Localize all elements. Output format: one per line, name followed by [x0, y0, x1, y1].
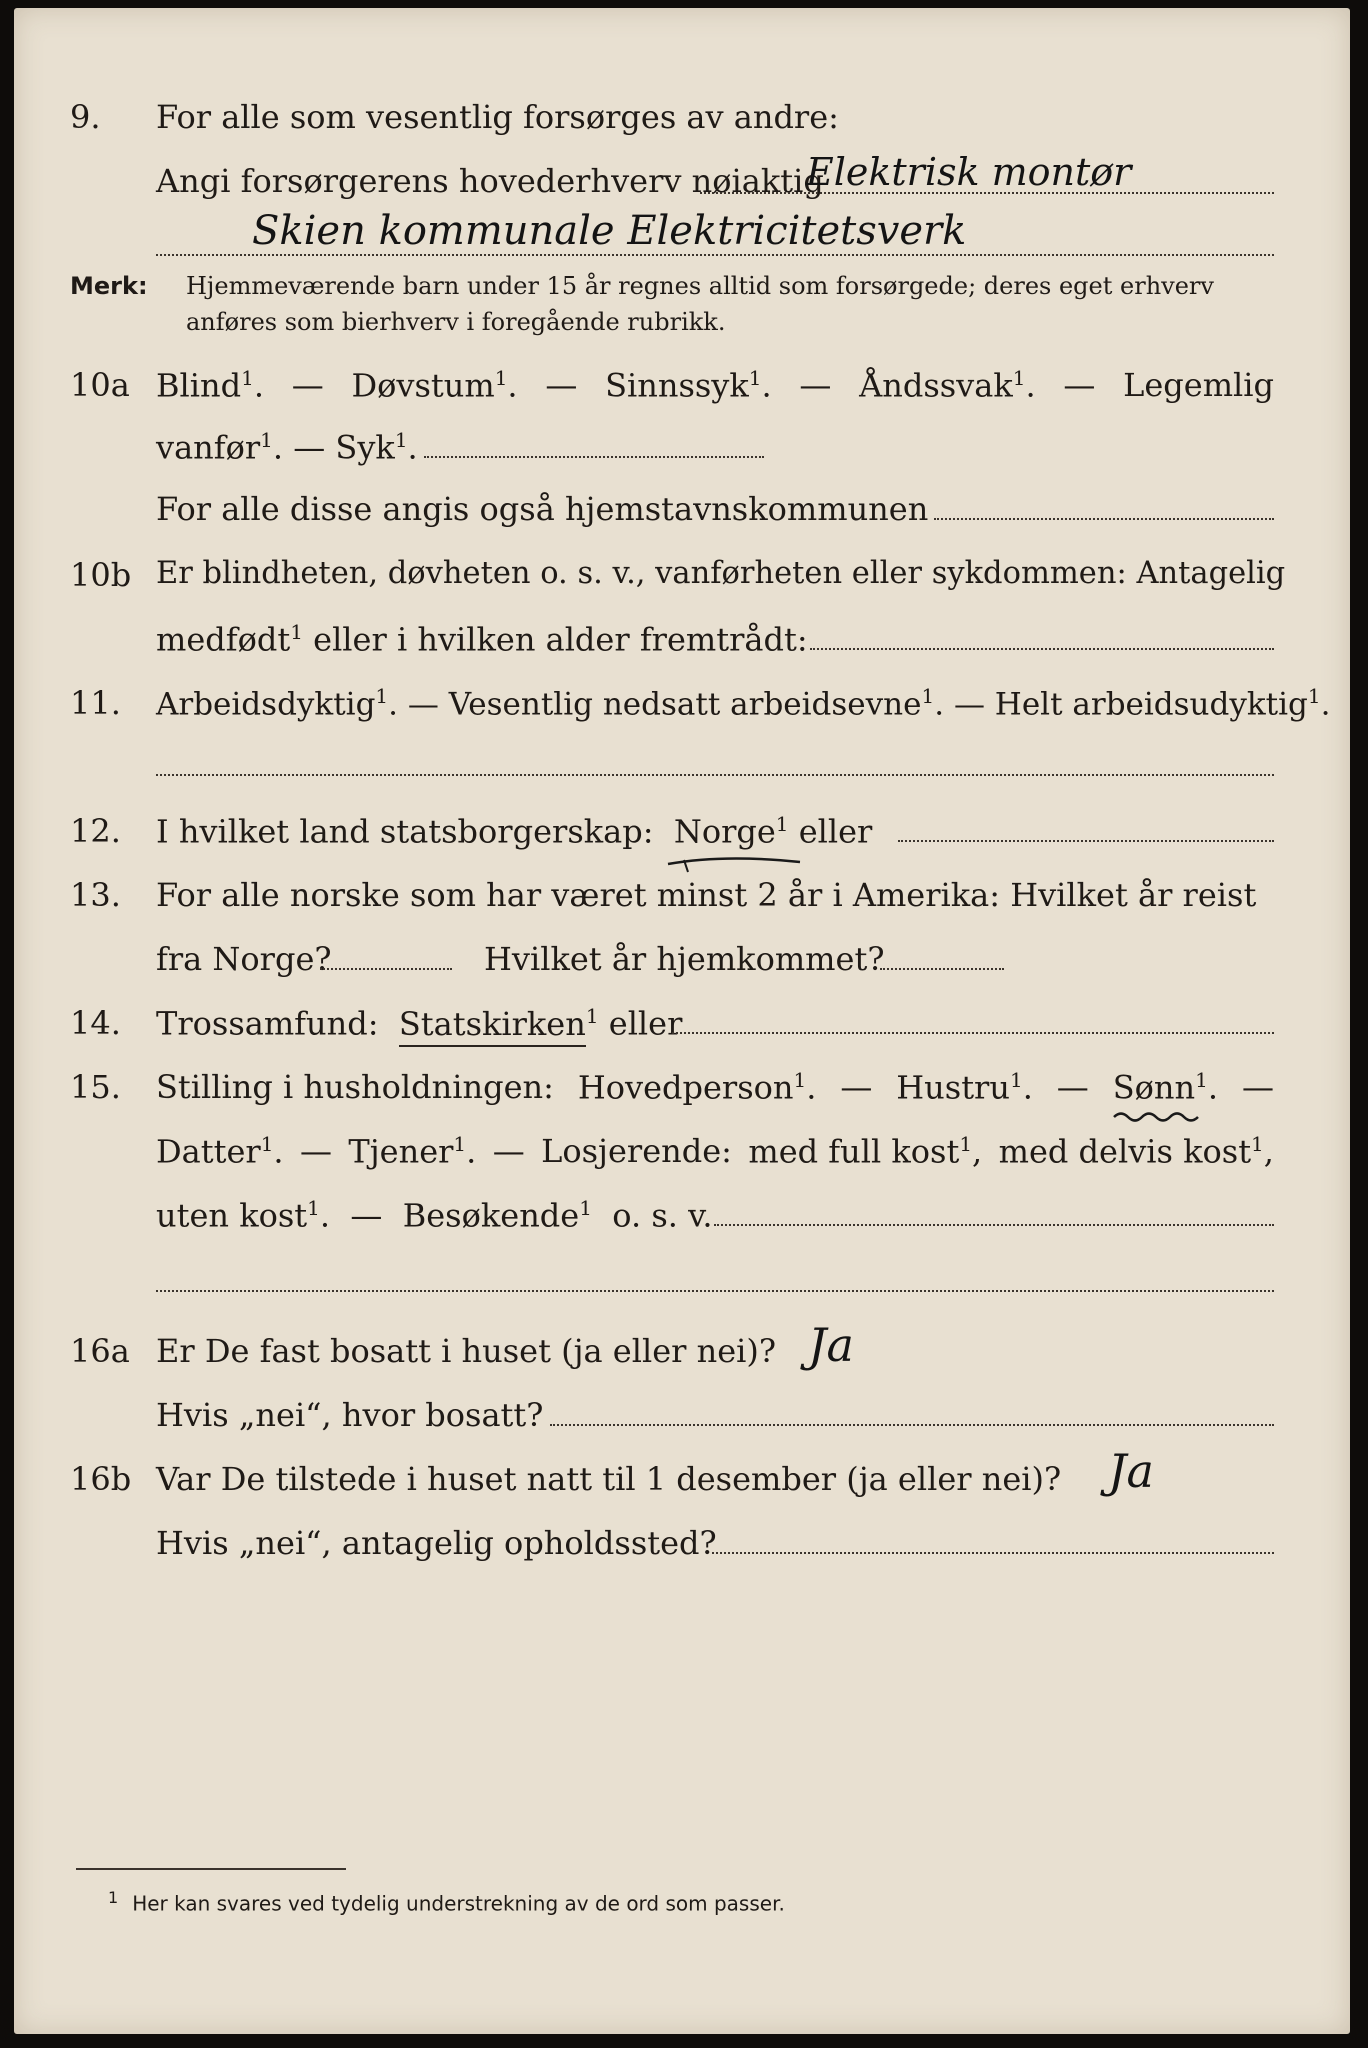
q10a-number: 10a — [70, 366, 130, 404]
q12-fill-line — [898, 840, 1274, 842]
q16a-handwritten-answer: Ja — [808, 1318, 854, 1372]
q10a-hjemstavn-fill-line — [934, 518, 1274, 520]
q11-options: Arbeidsdyktig$^1$. — Vesentlig nedsatt arbeidsevne$^1$. — Helt arbeidsudyktig$^1$. — [156, 684, 1331, 723]
q16b-handwritten-answer: Ja — [1108, 1444, 1154, 1498]
q9-text-1: For alle som vesentlig forsørges av andre: — [156, 98, 839, 136]
q14-number: 14. — [70, 1004, 121, 1042]
footnote-rule — [76, 1868, 346, 1870]
q10b-number: 10b — [70, 556, 132, 594]
q9-handwritten-answer-2: Skien kommunale Elektricitetsverk — [252, 208, 967, 254]
q15-fill-line-1 — [714, 1224, 1274, 1226]
q15-fill-line-2 — [156, 1290, 1274, 1292]
q11-fill-line — [156, 774, 1274, 776]
q10a-dash: — — [1063, 366, 1096, 404]
merk-label: Merk: — [70, 272, 148, 300]
q11-number: 11. — [70, 684, 121, 722]
q13-reist-fill-line — [320, 968, 452, 970]
q16a-number: 16a — [70, 1332, 130, 1370]
q10b-text-1: Er blindheten, døvheten o. s. v., vanførheten eller sykdommen: Antagelig — [156, 556, 1286, 591]
q16a-fill-line — [550, 1424, 1274, 1426]
q16b-text-2: Hvis „nei“, antagelig opholdssted? — [156, 1524, 717, 1562]
q14-option-statskirken: Statskirken — [399, 1005, 586, 1047]
q9-text-2: Angi forsørgerens hovederhverv nøiaktig — [156, 162, 824, 200]
q15-number: 15. — [70, 1068, 121, 1106]
footnote-text: Her kan svares ved tydelig understrekning av de ord som passer. — [132, 1891, 785, 1916]
q12-text: I hvilket land statsborgerskap: Norge$^1$ eller — [156, 812, 873, 851]
q10b-fill-line — [810, 648, 1274, 650]
q12-handwritten-underline — [664, 852, 804, 876]
q14-text: Trossamfund: Statskirken$^1$ eller — [156, 1004, 682, 1043]
q10a-dash: — — [545, 366, 578, 404]
q15-options-1: Stilling i husholdningen: Hovedperson$^1$. — Hustru$^1$. — Sønn$^1$. — — [156, 1068, 1274, 1107]
q10a-dash: — — [291, 366, 324, 404]
q16a-text-2: Hvis „nei“, hvor bosatt? — [156, 1396, 544, 1434]
q15-options-2: Datter$^1$. — Tjener$^1$. — Losjerende: med full kost$^1$, med delvis kost$^1$, — [156, 1132, 1274, 1171]
footnote — [108, 1888, 785, 1916]
q10a-option-andssvak: Åndssvak$^1$. — [859, 366, 1036, 405]
q9-fill-line-2 — [156, 254, 1274, 256]
q10a-option-legemlig: Legemlig — [1123, 366, 1274, 404]
q10b-text-2: medfødt$^1$ eller i hvilken alder fremtrådt: — [156, 620, 808, 659]
q13-number: 13. — [70, 876, 121, 914]
q16a-text-1: Er De fast bosatt i huset (ja eller nei)? — [156, 1332, 777, 1370]
q9-handwritten-answer-1: Elektrisk montør — [806, 150, 1132, 194]
merk-text-2: anføres som bierhverv i foregående rubrikk. — [186, 308, 726, 336]
q15-options-3: uten kost$^1$. — Besøkende$^1$ o. s. v. — [156, 1196, 713, 1235]
q13-hjemkommet-text: Hvilket år hjemkommet? — [484, 940, 885, 978]
q10a-options — [156, 366, 1274, 405]
q16b-text-1: Var De tilstede i huset natt til 1 desember (ja eller nei)? — [156, 1460, 1062, 1498]
q15-option-sonn: Sønn$^1$. — [1112, 1068, 1219, 1107]
merk-text-1: Hjemmeværende barn under 15 år regnes alltid som forsørgede; deres eget erhverv — [186, 272, 1214, 300]
q10a-option-sinnssyk: Sinnssyk$^1$. — [605, 366, 772, 405]
q14-fill-line — [672, 1032, 1274, 1034]
q12-option-norge: Norge — [673, 812, 776, 851]
q13-text-1: For alle norske som har været minst 2 år i Amerika: Hvilket år reist — [156, 876, 1257, 914]
q12-number: 12. — [70, 812, 121, 850]
q10a-option-dovstum: Døvstum$^1$. — [351, 366, 518, 405]
q15-sonn-wavy-underline — [1112, 1108, 1202, 1124]
q13-hjemkommet-fill-line — [880, 968, 1004, 970]
q9-number: 9. — [70, 98, 101, 136]
footnote-mark: 1 — [108, 1888, 119, 1907]
q13-reist-text: fra Norge? — [156, 940, 332, 978]
q10a-hjemstavn-text: For alle disse angis også hjemstavnskommunen — [156, 490, 929, 528]
q10a-option-blind: Blind$^1$. — [156, 366, 264, 405]
q10a-syk-fill-line — [424, 456, 764, 458]
q10a-dash: — — [799, 366, 832, 404]
q16b-number: 16b — [70, 1460, 132, 1498]
q10a-vanfor-syk: vanfør$^1$. — Syk$^1$. — [156, 428, 418, 467]
q16b-fill-line — [712, 1552, 1274, 1554]
